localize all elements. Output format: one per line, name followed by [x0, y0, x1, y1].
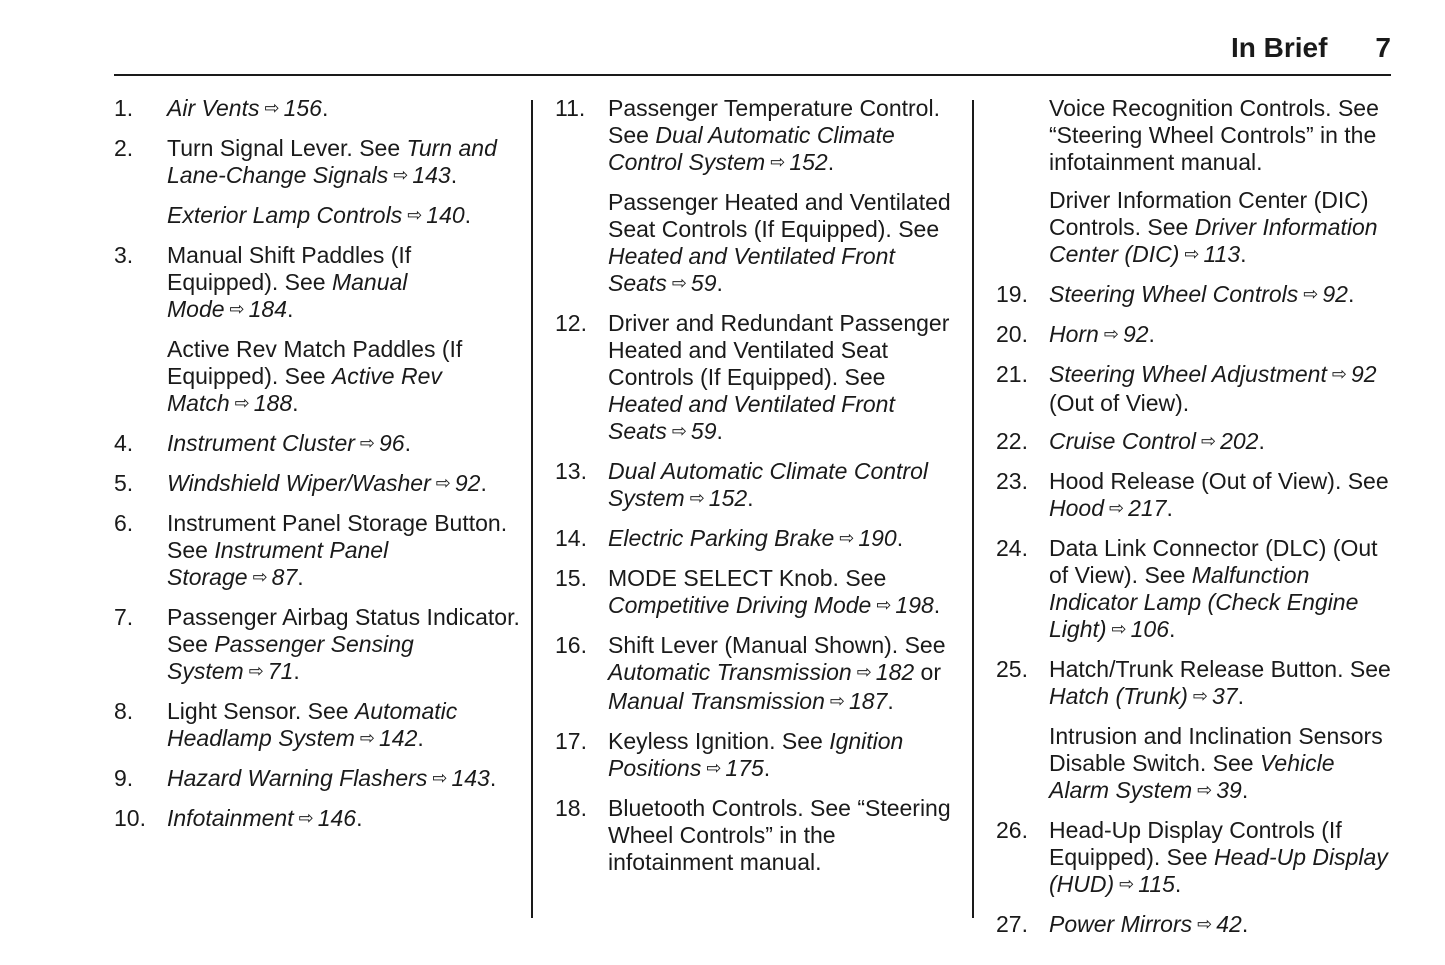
entry-number: 24.: [996, 535, 1028, 561]
entry-number: 16.: [555, 632, 587, 658]
entry-text: .: [747, 485, 754, 511]
index-entry: [994, 321, 1394, 350]
entry-number: 14.: [555, 525, 587, 551]
index-entry: [994, 656, 1394, 712]
page-reference-arrow-icon: ⇨: [689, 488, 705, 508]
page-reference-arrow-icon: ⇨: [671, 421, 687, 441]
cross-reference-text: 71: [267, 658, 294, 684]
entry-text: .: [763, 755, 771, 781]
cross-reference-text: 152: [789, 149, 828, 175]
cross-reference-text: Instrument Panel Storage: [167, 537, 389, 590]
page-reference-arrow-icon: ⇨: [359, 433, 375, 453]
page-reference-arrow-icon: ⇨: [1119, 874, 1135, 894]
index-entry: [553, 632, 963, 717]
cross-reference-text: Automatic Headlamp System: [167, 698, 458, 751]
cross-reference-text: Manual Mode: [167, 269, 408, 322]
cross-reference-text: Turn and Lane-Change Signals: [167, 135, 497, 188]
cross-reference-text: Hazard Warning Flashers: [167, 765, 428, 791]
page-reference-arrow-icon: ⇨: [229, 299, 245, 319]
page-reference-arrow-icon: ⇨: [1108, 498, 1125, 518]
index-entry: [112, 242, 522, 325]
index-entry: [994, 535, 1394, 645]
cross-reference-text: 59: [690, 418, 717, 444]
page-header: [1231, 28, 1391, 68]
entry-text: .: [1174, 871, 1182, 897]
cross-reference-text: 187: [848, 688, 888, 714]
cross-reference-text: 175: [725, 755, 764, 781]
entry-text: Light Sensor. See: [167, 698, 355, 724]
index-entry: [994, 468, 1394, 524]
index-entry: [553, 310, 963, 447]
entry-text: Intrusion and Inclination Sensors Disable Switch. See: [1049, 723, 1383, 776]
cross-reference-text: Steering Wheel Controls: [1049, 281, 1299, 307]
entry-text: Manual Shift Paddles (If Equipped). See: [167, 242, 412, 295]
cross-reference-text: Cruise Control: [1049, 428, 1196, 454]
entry-text: Passenger Temperature Control. See: [608, 95, 940, 148]
page-reference-arrow-icon: ⇨: [234, 393, 250, 413]
cross-reference-text: Dual Automatic Climate Control System: [608, 458, 928, 511]
entry-text: Turn Signal Lever. See: [167, 135, 407, 161]
entry-text: .: [1258, 428, 1265, 454]
index-entry: [553, 458, 963, 514]
page-reference-arrow-icon: ⇨: [359, 728, 376, 748]
page-reference-arrow-icon: ⇨: [1111, 619, 1127, 639]
cross-reference-text: Manual Transmission: [608, 688, 825, 714]
index-entry: [553, 728, 963, 784]
cross-reference-text: 184: [248, 296, 288, 322]
entry-text: .: [480, 470, 487, 496]
entry-text: .: [1347, 281, 1355, 307]
index-entry: [553, 565, 963, 621]
entry-text: Keyless Ignition. See: [608, 728, 830, 754]
entry-text: Passenger Heated and Ventilated Seat Controls (If Equipped). See: [608, 189, 951, 242]
entry-text: Hood Release (Out of View). See: [1049, 468, 1389, 494]
cross-reference-text: Heated and Ventilated Front Seats: [608, 391, 895, 444]
entry-text: Hatch/Trunk Release Button. See: [1049, 656, 1391, 682]
index-subentry: [112, 336, 522, 419]
cross-reference-text: 143: [451, 765, 490, 791]
cross-reference-text: Steering Wheel Adjustment: [1049, 361, 1327, 387]
page-reference-arrow-icon: ⇨: [1103, 324, 1119, 344]
page-reference-arrow-icon: ⇨: [876, 595, 892, 615]
entry-number: 15.: [555, 565, 587, 591]
section-title: In Brief: [1230, 32, 1328, 63]
index-subentry: [994, 723, 1394, 806]
page-reference-arrow-icon: ⇨: [393, 165, 409, 185]
cross-reference-text: Automatic Transmission: [608, 659, 852, 685]
cross-reference-text: 143: [412, 162, 451, 188]
page-reference-arrow-icon: ⇨: [407, 205, 423, 225]
index-entry: [553, 525, 963, 554]
index-subentry: [994, 187, 1394, 270]
entry-number: 18.: [555, 795, 587, 821]
column-divider-1: [531, 100, 533, 918]
page-reference-arrow-icon: ⇨: [1197, 780, 1213, 800]
cross-reference-text: Head-Up Display (HUD): [1049, 844, 1388, 897]
column-1: [112, 95, 522, 845]
index-entry: [994, 361, 1394, 417]
index-subentry: [994, 95, 1394, 176]
entry-text: .: [404, 430, 411, 456]
cross-reference-text: 152: [708, 485, 748, 511]
cross-reference-text: Passenger Sensing System: [167, 631, 414, 684]
entry-text: Shift Lever (Manual Shown). See: [608, 632, 946, 658]
cross-reference-text: Competitive Driving Mode: [608, 592, 872, 618]
page-reference-arrow-icon: ⇨: [671, 273, 687, 293]
entry-text: Instrument Panel Storage Button. See: [167, 510, 508, 563]
cross-reference-text: Driver Information Center (DIC): [1049, 214, 1378, 267]
cross-reference-text: Hatch (Trunk): [1049, 683, 1188, 709]
entry-number: 8.: [114, 698, 134, 724]
entry-text: .: [827, 149, 835, 175]
page-reference-arrow-icon: ⇨: [248, 661, 264, 681]
cross-reference-text: 37: [1211, 683, 1238, 709]
entry-text: .: [464, 202, 472, 228]
entry-number: 17.: [555, 728, 587, 754]
entry-text: .: [1166, 495, 1173, 521]
entry-number: 6.: [114, 510, 134, 536]
page-reference-arrow-icon: ⇨: [1201, 431, 1217, 451]
entry-text: .: [716, 270, 723, 296]
entry-text: .: [1148, 321, 1155, 347]
page-reference-arrow-icon: ⇨: [1331, 364, 1347, 384]
entry-number: 2.: [114, 135, 134, 161]
entry-number: 9.: [114, 765, 134, 791]
cross-reference-text: 87: [271, 564, 298, 590]
cross-reference-text: Malfunction Indicator Lamp (Check Engine Light): [1049, 562, 1359, 642]
page-reference-arrow-icon: ⇨: [435, 473, 451, 493]
index-entry: [112, 765, 522, 794]
cross-reference-text: 140: [426, 202, 465, 228]
entry-number: 26.: [996, 817, 1028, 843]
column-3: [994, 95, 1394, 951]
cross-reference-text: Air Vents: [167, 95, 260, 121]
cross-reference-text: 92: [1350, 361, 1377, 387]
entry-number: 7.: [114, 604, 134, 630]
page-reference-arrow-icon: ⇨: [829, 691, 845, 711]
cross-reference-text: Horn: [1049, 321, 1099, 347]
cross-reference-text: Exterior Lamp Controls: [167, 202, 403, 228]
cross-reference-text: 92: [1122, 321, 1149, 347]
entry-text: Voice Recognition Controls. See “Steering Wheel Controls” in the infotainment manual.: [1049, 95, 1379, 175]
entry-number: 22.: [996, 428, 1028, 454]
entry-number: 25.: [996, 656, 1028, 682]
entry-number: 5.: [114, 470, 134, 496]
column-2: [553, 95, 963, 887]
cross-reference-text: 156: [283, 95, 322, 121]
cross-reference-text: 182: [875, 659, 915, 685]
index-entry: [112, 698, 522, 754]
page-reference-arrow-icon: ⇨: [856, 662, 872, 682]
cross-reference-text: Active Rev Match: [167, 363, 442, 416]
header-divider: [114, 74, 1391, 76]
index-entry: [553, 795, 963, 876]
cross-reference-text: Heated and Ventilated Front Seats: [608, 243, 895, 296]
cross-reference-text: 217: [1128, 495, 1167, 521]
cross-reference-text: Power Mirrors: [1049, 911, 1193, 937]
index-subentry: [112, 202, 522, 231]
entry-number: 10.: [114, 805, 146, 831]
cross-reference-text: 39: [1216, 777, 1242, 803]
cross-reference-text: 190: [858, 525, 897, 551]
entry-text: .: [887, 688, 894, 714]
entry-text: .: [417, 725, 424, 751]
entry-number: 3.: [114, 242, 134, 268]
entry-text: .: [287, 296, 294, 322]
entry-text: .: [450, 162, 458, 188]
cross-reference-text: 42: [1216, 911, 1242, 937]
entry-text: .: [293, 658, 300, 684]
cross-reference-text: Windshield Wiper/Washer: [167, 470, 431, 496]
cross-reference-text: Ignition Positions: [608, 728, 904, 781]
cross-reference-text: 198: [895, 592, 934, 618]
cross-reference-text: Instrument Cluster: [167, 430, 355, 456]
entry-text: or: [914, 659, 942, 685]
cross-reference-text: 92: [1322, 281, 1348, 307]
column-divider-2: [972, 100, 974, 918]
page-number: 7: [1375, 32, 1391, 63]
entry-text: Bluetooth Controls. See “Steering Wheel Controls” in the infotainment manual.: [608, 795, 951, 875]
cross-reference-text: 115: [1138, 871, 1175, 897]
page-reference-arrow-icon: ⇨: [1192, 686, 1208, 706]
page-reference-arrow-icon: ⇨: [706, 758, 722, 778]
index-entry: [112, 430, 522, 459]
index-entry: [112, 135, 522, 191]
cross-reference-text: 59: [690, 270, 717, 296]
index-entry: [994, 911, 1394, 940]
entry-text: Head-Up Display Controls (If Equipped). See: [1049, 817, 1342, 870]
entry-text: .: [1241, 911, 1249, 937]
entry-number: 23.: [996, 468, 1028, 494]
entry-text: .: [1237, 683, 1244, 709]
cross-reference-text: Vehicle Alarm System: [1049, 750, 1335, 803]
index-entry: [112, 604, 522, 687]
entry-number: 13.: [555, 458, 587, 484]
cross-reference-text: Electric Parking Brake: [608, 525, 835, 551]
entry-number: 19.: [996, 281, 1028, 307]
entry-text: .: [489, 765, 497, 791]
entry-number: 20.: [996, 321, 1028, 347]
index-entry: [994, 281, 1394, 310]
page-reference-arrow-icon: ⇨: [1184, 244, 1200, 264]
page-reference-arrow-icon: ⇨: [839, 528, 855, 548]
entry-text: .: [321, 95, 329, 121]
entry-text: .: [933, 592, 941, 618]
page-reference-arrow-icon: ⇨: [432, 768, 448, 788]
index-entry: [112, 510, 522, 593]
entry-number: 12.: [555, 310, 587, 336]
entry-number: 11.: [555, 95, 586, 121]
entry-text: Passenger Airbag Status Indicator. See: [167, 604, 520, 657]
index-entry: [994, 428, 1394, 457]
entry-text: .: [1169, 616, 1176, 642]
cross-reference-text: 92: [454, 470, 481, 496]
entry-number: 1.: [114, 95, 134, 121]
entry-text: (Out of View).: [1049, 390, 1190, 416]
cross-reference-text: 96: [379, 430, 405, 456]
cross-reference-text: 146: [317, 805, 357, 831]
cross-reference-text: 188: [253, 390, 293, 416]
index-subentry: [553, 189, 963, 299]
entry-text: .: [1241, 777, 1249, 803]
entry-text: .: [292, 390, 299, 416]
cross-reference-text: 142: [379, 725, 418, 751]
page-reference-arrow-icon: ⇨: [264, 98, 280, 118]
entry-number: 27.: [996, 911, 1028, 937]
index-entry: [112, 805, 522, 834]
entry-text: .: [1240, 241, 1247, 267]
cross-reference-text: Dual Automatic Climate Control System: [608, 122, 895, 175]
entry-number: 21.: [996, 361, 1028, 387]
page-reference-arrow-icon: ⇨: [1303, 284, 1319, 304]
entry-text: Data Link Connector (DLC) (Out of View). See: [1049, 535, 1378, 588]
entry-text: Active Rev Match Paddles (If Equipped). See: [167, 336, 463, 389]
index-entry: [112, 95, 522, 124]
page-reference-arrow-icon: ⇨: [252, 567, 268, 587]
entry-text: .: [356, 805, 363, 831]
index-entry: [112, 470, 522, 499]
cross-reference-text: 113: [1203, 241, 1241, 267]
cross-reference-text: Infotainment: [167, 805, 294, 831]
index-entry: [553, 95, 963, 178]
index-entry: [994, 817, 1394, 900]
cross-reference-text: Hood: [1049, 495, 1104, 521]
entry-text: .: [716, 418, 723, 444]
entry-number: 4.: [114, 430, 134, 456]
entry-text: .: [297, 564, 304, 590]
page-reference-arrow-icon: ⇨: [770, 152, 786, 172]
page-reference-arrow-icon: ⇨: [298, 808, 314, 828]
entry-text: Driver and Redundant Passenger Heated and Ventilated Seat Controls (If Equipped). See: [608, 310, 950, 390]
page-reference-arrow-icon: ⇨: [1197, 914, 1213, 934]
cross-reference-text: 106: [1130, 616, 1170, 642]
entry-text: Driver Information Center (DIC) Controls. See: [1049, 187, 1369, 240]
entry-text: MODE SELECT Knob. See: [608, 565, 887, 591]
entry-text: .: [896, 525, 904, 551]
cross-reference-text: 202: [1220, 428, 1259, 454]
